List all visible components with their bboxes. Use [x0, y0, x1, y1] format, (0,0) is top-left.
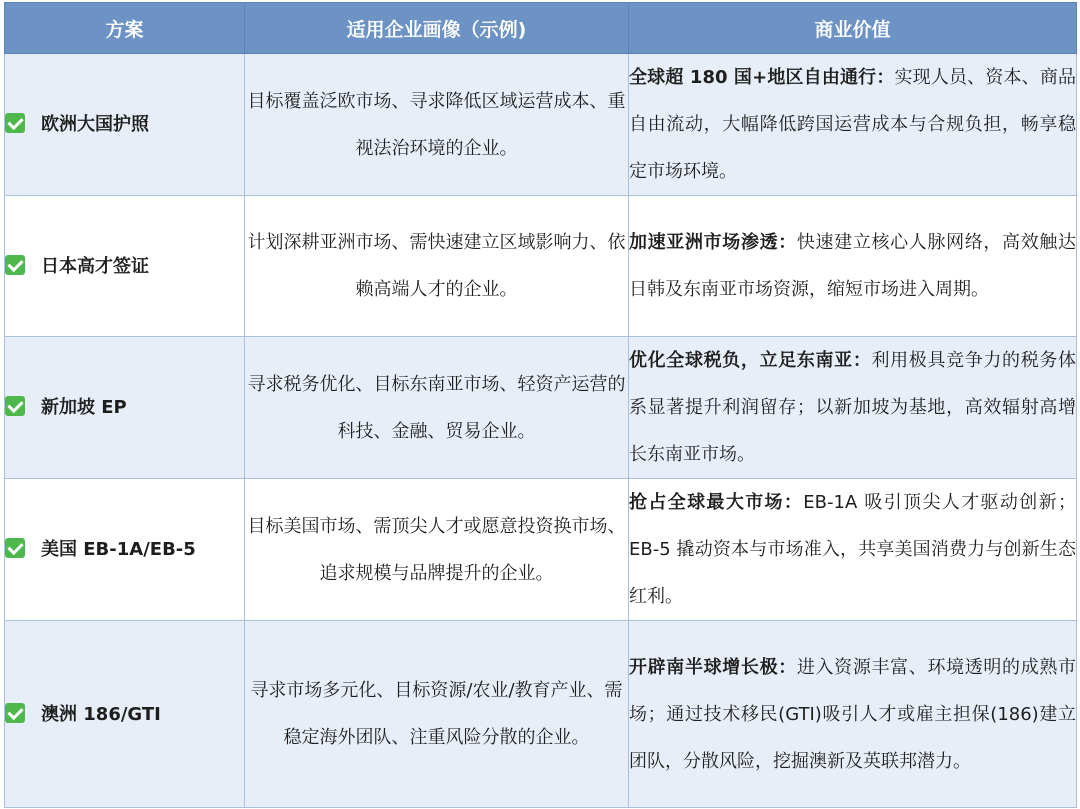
table-row: [5, 337, 1077, 479]
table-row: [5, 196, 1077, 337]
plan-name: 欧洲大国护照: [41, 114, 149, 135]
header-plan: 方案: [5, 3, 245, 54]
plan-cell: [5, 479, 245, 621]
profile-cell: 计划深耕亚洲市场、需快速建立区域影响力、依赖高端人才的企业。: [245, 196, 629, 337]
table-row: [5, 479, 1077, 621]
plan-name: 澳洲 186/GTI: [41, 703, 161, 725]
checkbox-checked-icon: [5, 538, 25, 558]
value-lead: 加速亚洲市场渗透：: [629, 232, 797, 253]
checkbox-checked-icon: [5, 113, 25, 133]
table-row: [5, 621, 1077, 808]
checkbox-checked-icon: [5, 396, 25, 416]
profile-cell: 寻求税务优化、目标东南亚市场、轻资产运营的科技、金融、贸易企业。: [245, 337, 629, 479]
plan-comparison-table: [4, 2, 1077, 808]
checkbox-checked-icon: [5, 255, 25, 275]
value-cell: [629, 337, 1077, 479]
header-value: 商业价值: [629, 3, 1077, 54]
plan-name: 日本高才签证: [41, 255, 149, 277]
profile-cell: 目标覆盖泛欧市场、寻求降低区域运营成本、重视法治环境的企业。: [245, 54, 629, 196]
value-cell: [629, 621, 1077, 808]
profile-cell: 目标美国市场、需顶尖人才或愿意投资换市场、追求规模与品牌提升的企业。: [245, 479, 629, 621]
plan-cell: [5, 621, 245, 808]
value-lead: 优化全球税负，立足东南亚：: [629, 350, 872, 371]
value-lead: 抢占全球最大市场：: [629, 492, 804, 513]
value-text: 进入资源丰富、环境透明的成熟市场；通过技术移民(GTI)吸引人才或雇主担保(186)建立团队，分散风险，挖掘澳新及英联邦潜力。: [629, 656, 1077, 772]
value-cell: [629, 54, 1077, 196]
plan-cell: [5, 196, 245, 337]
value-cell: [629, 196, 1077, 337]
plan-name: 新加坡 EP: [41, 397, 127, 418]
profile-cell: 寻求市场多元化、目标资源/农业/教育产业、需稳定海外团队、注重风险分散的企业。: [245, 621, 629, 808]
value-text: 实现人员、资本、商品自由流动，大幅降低跨国运营成本与合规负担，畅享稳定市场环境。: [629, 67, 1077, 182]
value-text: 快速建立核心人脉网络，高效触达日韩及东南亚市场资源，缩短市场进入周期。: [629, 232, 1077, 300]
table-row: [5, 54, 1077, 196]
plan-cell: [5, 54, 245, 196]
header-profile: 适用企业画像（示例): [245, 3, 629, 54]
value-lead: 开辟南半球增长极：: [629, 656, 797, 678]
plan-cell: [5, 337, 245, 479]
value-cell: [629, 479, 1077, 621]
value-lead: 全球超 180 国+地区自由通行：: [629, 67, 895, 88]
checkbox-checked-icon: [5, 703, 25, 723]
table-header-row: [5, 3, 1077, 54]
plan-name: 美国 EB-1A/EB-5: [41, 539, 196, 560]
value-text: EB-1A 吸引顶尖人才驱动创新；EB-5 撬动资本与市场准入，共享美国消费力与创新生态红利。: [629, 492, 1077, 607]
value-text: 利用极具竞争力的税务体系显著提升利润留存；以新加坡为基地，高效辐射高增长东南亚市场。: [629, 350, 1077, 465]
